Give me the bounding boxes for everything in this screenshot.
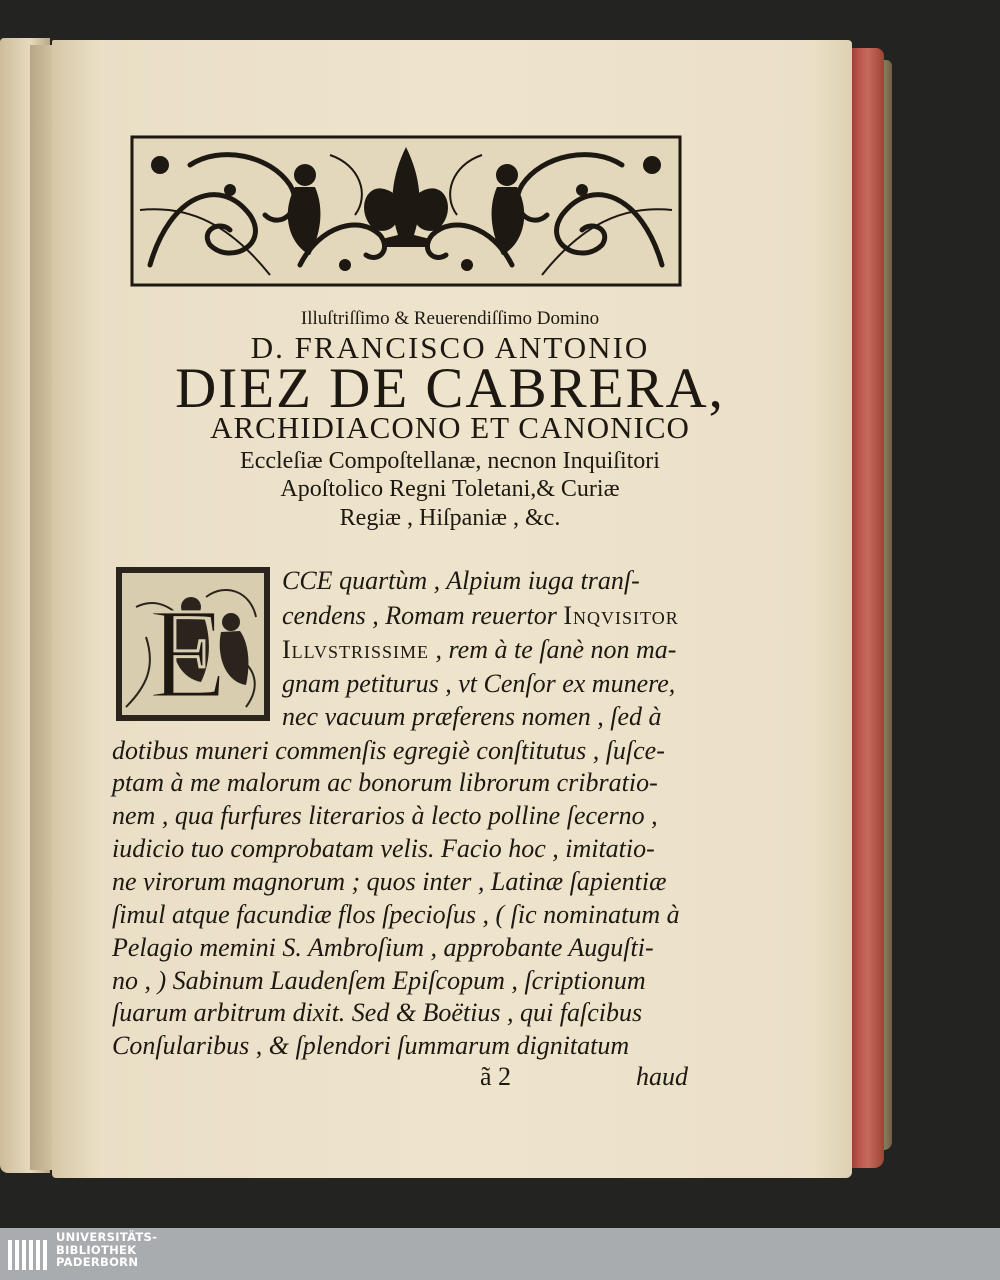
text-line: ptam à me malorum ac bonorum librorum cribratio- [112,768,658,797]
text-span-smallcaps: Illvstrissime [282,635,430,664]
library-name-line1: UNIVERSITÄTS- [56,1230,158,1244]
library-logo-icon [6,1234,54,1274]
dedicatee-office-line1: Eccleſiæ Compoſtellanæ, necnon Inquiſitori [240,448,660,474]
text-line: Pelagio memini S. Ambroſium , approbante Auguſti- [112,933,654,962]
text-span-smallcaps: Inqvisitor [563,601,679,630]
dedication-salutation: Illuſtriſſimo & Reuerendiſſimo Domino [300,308,600,329]
dedicatee-given-name: D. FRANCISCO ANTONIO [250,330,650,365]
text-line: gnam petiturus , vt Cenſor ex munere, [282,669,676,698]
library-name-line2: BIBLIOTHEK [56,1242,137,1257]
dedicatee-office-line3: Regiæ , Hiſpaniæ , &c. [339,505,561,531]
text-span: , rem à te ſanè non ma- [429,635,677,664]
text-line: ne virorum magnorum ; quos inter , Latinæ ſapientiæ [112,867,667,896]
text-span: cendens , Romam reuertor [282,601,564,630]
red-page-edges [848,48,884,1168]
text-line: Conſularibus , & ſplendori ſummarum dignitatum [112,1031,630,1060]
text-line [282,601,679,631]
library-name [56,1231,157,1269]
catchword: haud [636,1062,688,1091]
text-line: ſuarum arbitrum dixit. Sed & Boëtius , qui faſcibus [112,998,643,1027]
dedicatee-surname: DIEZ DE CABRERA, [175,357,725,420]
text-line: iudicio tuo comprobatam velis. Facio hoc , imitatio- [112,834,655,863]
headpiece-ornament [130,135,682,287]
text-line [282,635,676,665]
text-line: nem , qua furfures literarios à lecto polline ſecerno , [112,801,658,830]
text-line: ſimul atque facundiæ flos ſpecioſus , ( ſic nominatum à [112,900,680,929]
text-line: CCE quartùm , Alpium iuga tranſ- [282,566,640,595]
library-name-line3: PADERBORN [56,1255,139,1269]
dedicatee-office-line2: Apoſtolico Regni Toletani,& Curiæ [280,476,620,502]
signature-mark: ã 2 [480,1062,512,1091]
initial-letter: E [148,582,228,721]
text-line: dotibus muneri commenſis egregiè conſtitutus , ſuſce- [112,736,665,765]
decorated-initial [116,567,270,721]
text-line: nec vacuum præferens nomen , ſed à [282,702,662,731]
text-line: no , ) Sabinum Laudenſem Epiſcopum , ſcriptionum [112,966,646,995]
dedicatee-title: ARCHIDIACONO ET CANONICO [210,410,690,445]
